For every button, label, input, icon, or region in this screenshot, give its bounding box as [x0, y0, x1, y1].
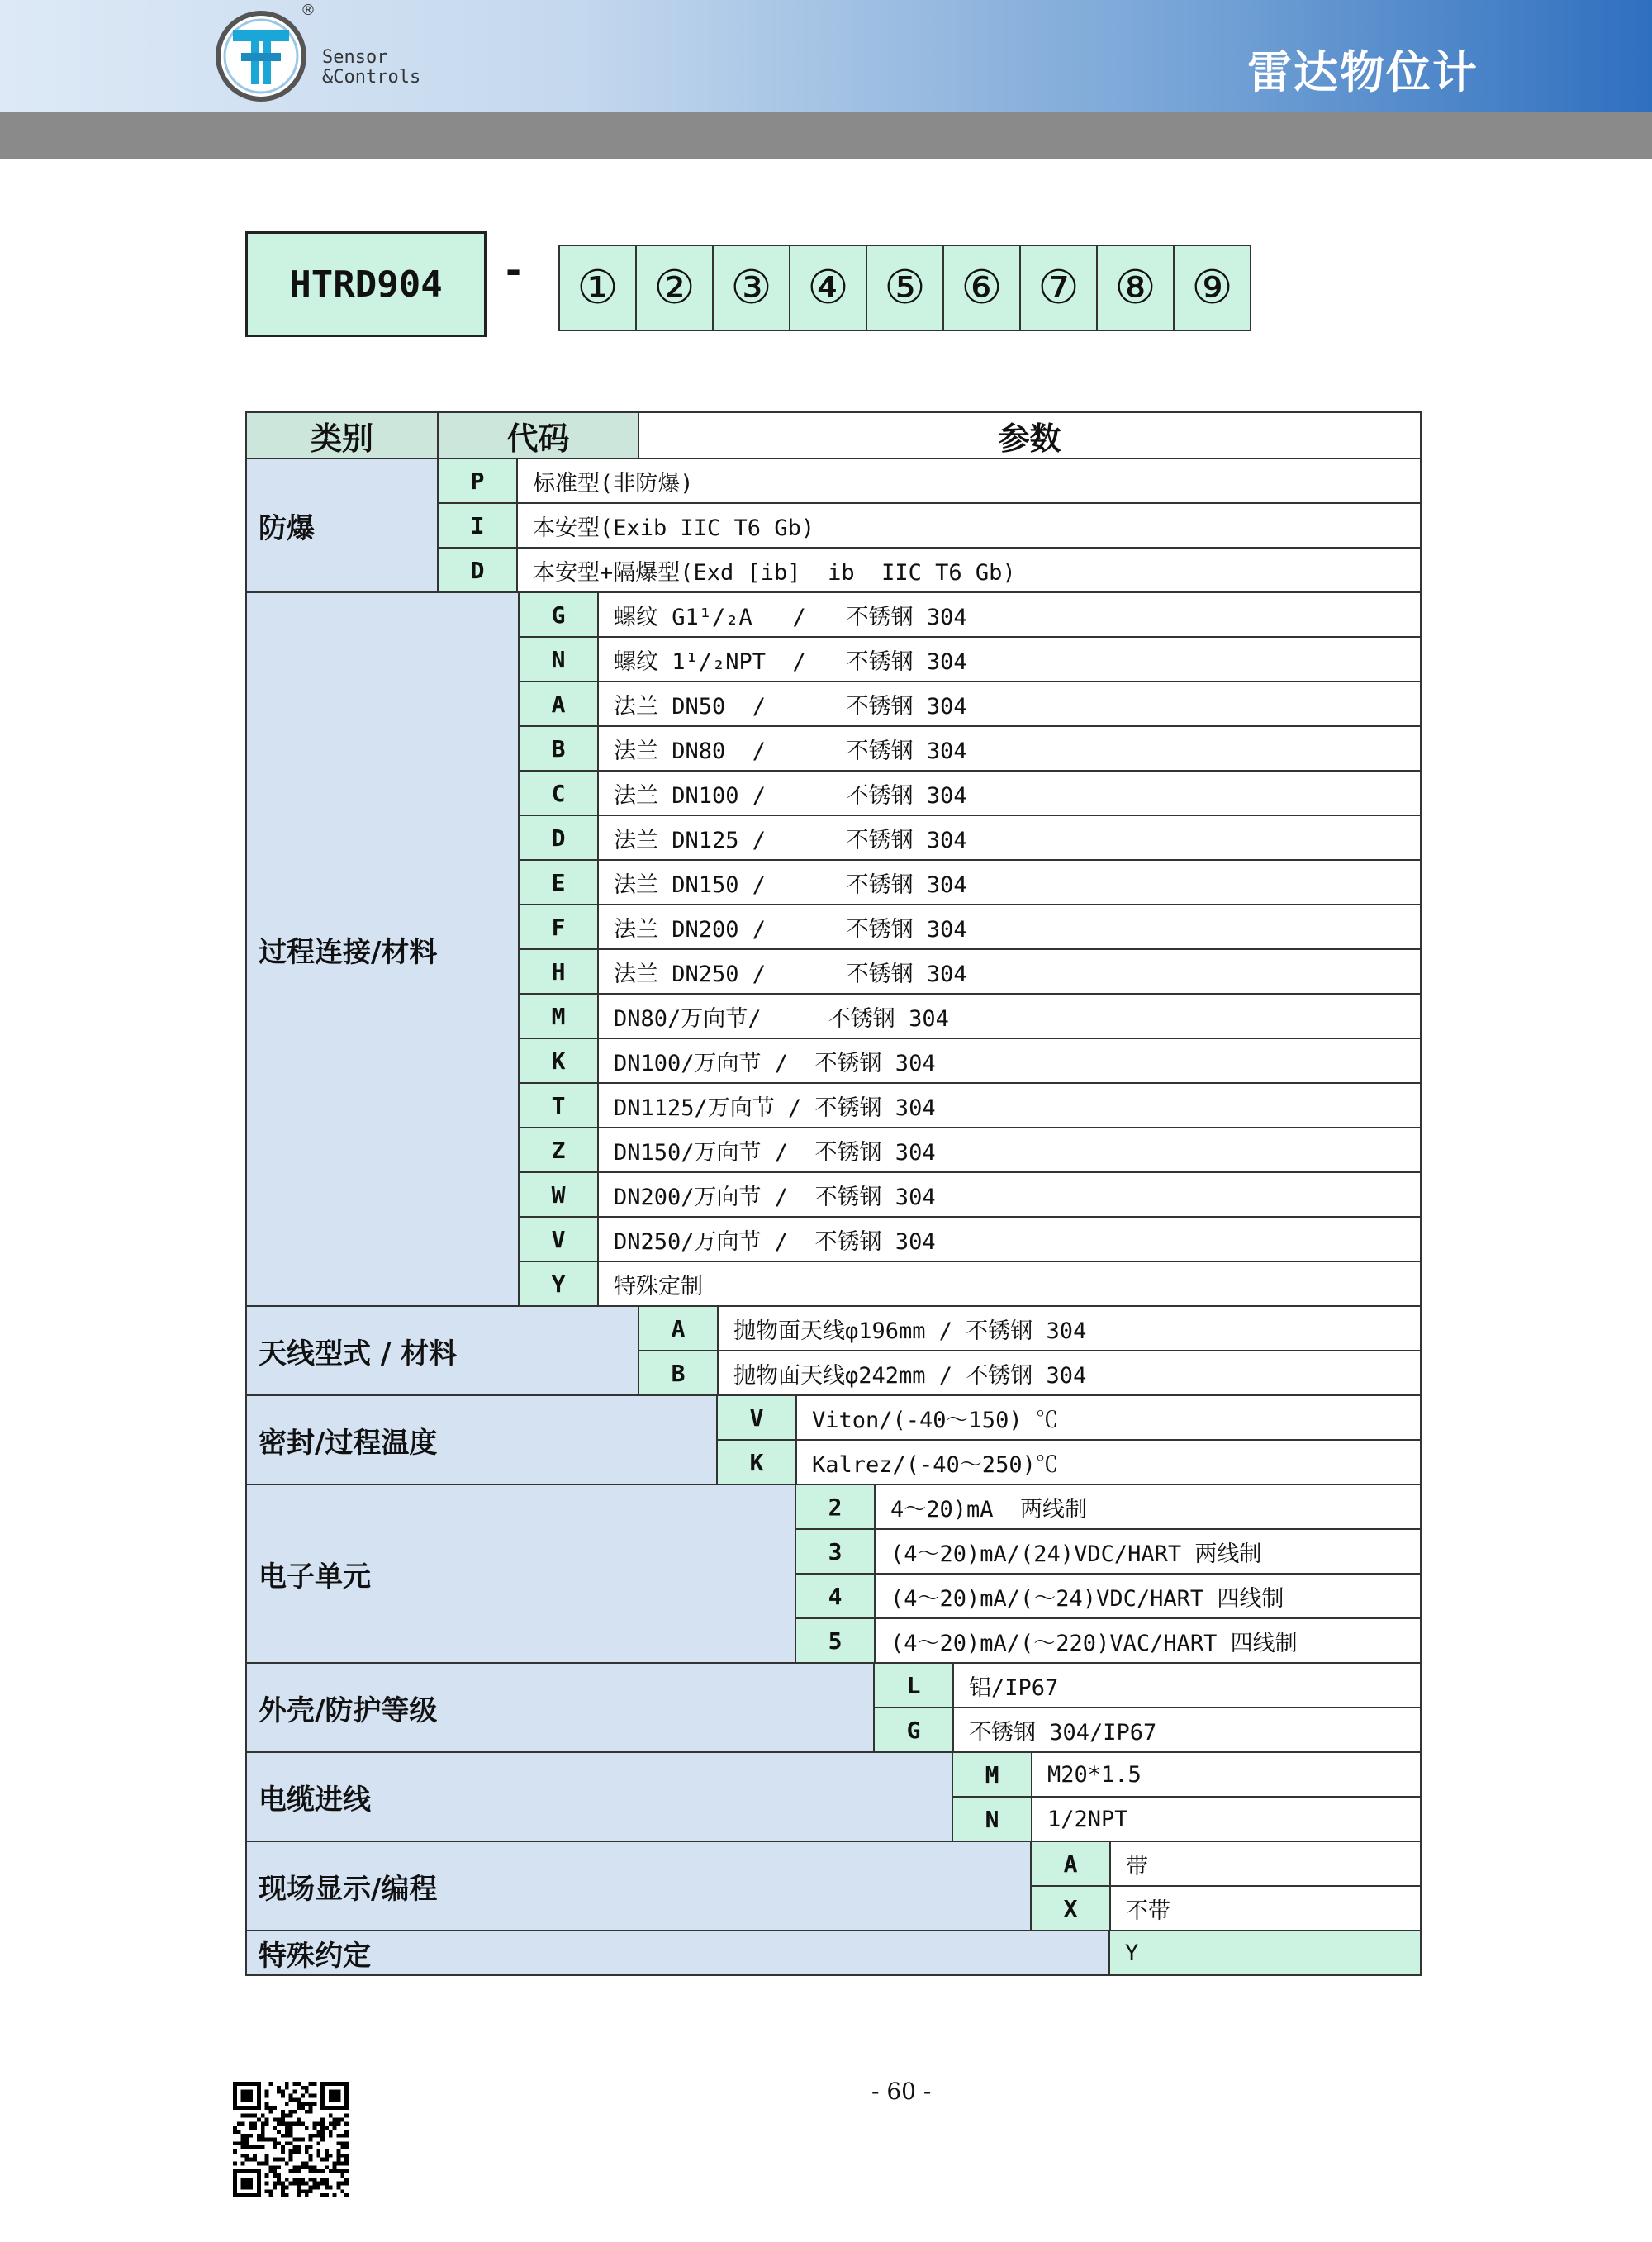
- param-cell: (4～20)mA/(24)VDC/HART 两线制: [874, 1528, 1422, 1575]
- category-4: 电子单元: [245, 1484, 796, 1664]
- code-cell: P: [437, 458, 518, 504]
- code-cell: N: [952, 1796, 1032, 1842]
- category-6: 电缆进线: [245, 1751, 953, 1842]
- code-cell: D: [518, 815, 599, 861]
- code-cell: C: [518, 770, 599, 816]
- code-position-8: ⑧: [1096, 245, 1175, 331]
- param-cell: M20*1.5: [1031, 1751, 1422, 1798]
- code-cell: Y: [518, 1261, 599, 1307]
- category-0: 防爆: [245, 458, 439, 593]
- param-cell: Viton/(-40～150) ℃: [795, 1394, 1422, 1441]
- category-3: 密封/过程温度: [245, 1394, 718, 1485]
- code-cell: G: [518, 591, 599, 638]
- code-position-7: ⑦: [1019, 245, 1098, 331]
- param-cell: 特殊定制: [597, 1261, 1422, 1307]
- param-cell: (4～20)mA/(～24)VDC/HART 四线制: [874, 1573, 1422, 1619]
- header-code: 代码: [437, 411, 639, 459]
- param-cell: Kalrez/(-40～250)℃: [795, 1439, 1422, 1485]
- code-cell: K: [518, 1038, 599, 1084]
- code-cell: D: [437, 547, 518, 593]
- model-name: HTRD904: [245, 231, 487, 337]
- model-dash: -: [506, 248, 522, 292]
- category-5: 外壳/防护等级: [245, 1662, 875, 1753]
- category-7: 现场显示/编程: [245, 1841, 1032, 1931]
- code-cell: V: [518, 1216, 599, 1262]
- param-cell: 不带: [1109, 1885, 1422, 1931]
- param-cell: 本安型+隔爆型(Exd [ib] ib IIC T6 Gb): [516, 547, 1422, 593]
- param-cell: 标准型(非防爆): [516, 458, 1422, 504]
- header-param: 参数: [638, 411, 1422, 459]
- code-cell: 5: [795, 1617, 876, 1664]
- param-cell: DN200/万向节 / 不锈钢 304: [597, 1171, 1422, 1218]
- code-cell: 3: [795, 1528, 876, 1575]
- param-cell: DN250/万向节 / 不锈钢 304: [597, 1216, 1422, 1262]
- param-cell: 1/2NPT: [1031, 1796, 1422, 1842]
- code-cell: 4: [795, 1573, 876, 1619]
- code-cell: 2: [795, 1484, 876, 1530]
- code-position-3: ③: [712, 245, 790, 331]
- code-cell: B: [518, 725, 599, 772]
- code-cell: M: [518, 993, 599, 1039]
- qr-code: [233, 2082, 349, 2197]
- param-cell: 法兰 DN100 / 不锈钢 304: [597, 770, 1422, 816]
- page-title: 雷达物位计: [1247, 46, 1479, 98]
- param-cell: 抛物面天线φ196mm / 不锈钢 304: [717, 1305, 1422, 1351]
- code-position-2: ②: [635, 245, 714, 331]
- code-position-6: ⑥: [942, 245, 1021, 331]
- code-cell: I: [437, 502, 518, 549]
- code-cell: H: [518, 948, 599, 995]
- page-number: - 60 -: [871, 2078, 932, 2105]
- registered-mark: ®: [301, 2, 316, 19]
- param-cell: 法兰 DN250 / 不锈钢 304: [597, 948, 1422, 995]
- header-category: 类别: [245, 411, 439, 459]
- code-position-4: ④: [789, 245, 867, 331]
- code-position-5: ⑤: [866, 245, 944, 331]
- code-cell: A: [518, 681, 599, 727]
- code-cell: Z: [518, 1127, 599, 1173]
- logo-text: Sensor &Controls: [322, 47, 421, 88]
- param-cell: DN80/万向节/ 不锈钢 304: [597, 993, 1422, 1039]
- category-8: 特殊约定: [245, 1930, 1110, 1976]
- code-cell: M: [952, 1751, 1032, 1798]
- param-cell: 法兰 DN150 / 不锈钢 304: [597, 859, 1422, 905]
- code-cell: A: [1030, 1841, 1111, 1887]
- code-cell: X: [1030, 1885, 1111, 1931]
- code-cell: G: [873, 1707, 954, 1753]
- category-1: 过程连接/材料: [245, 591, 520, 1307]
- param-cell: 4～20)mA 两线制: [874, 1484, 1422, 1530]
- param-cell: 法兰 DN200 / 不锈钢 304: [597, 904, 1422, 950]
- code-cell: A: [638, 1305, 719, 1351]
- code-cell: B: [638, 1350, 719, 1396]
- param-cell: 不锈钢 304/IP67: [952, 1707, 1422, 1753]
- category-2: 天线型式 / 材料: [245, 1305, 639, 1396]
- param-cell: 本安型(Exib IIC T6 Gb): [516, 502, 1422, 549]
- param-cell: Y: [1108, 1930, 1422, 1976]
- code-cell: L: [873, 1662, 954, 1708]
- code-position-9: ⑨: [1173, 245, 1251, 331]
- param-cell: 螺纹 G1¹/₂A / 不锈钢 304: [597, 591, 1422, 638]
- param-cell: DN100/万向节 / 不锈钢 304: [597, 1038, 1422, 1084]
- code-cell: V: [716, 1394, 797, 1441]
- header-band: [0, 112, 1652, 159]
- code-cell: E: [518, 859, 599, 905]
- param-cell: 抛物面天线φ242mm / 不锈钢 304: [717, 1350, 1422, 1396]
- param-cell: 铝/IP67: [952, 1662, 1422, 1708]
- param-cell: (4～20)mA/(～220)VAC/HART 四线制: [874, 1617, 1422, 1664]
- param-cell: 法兰 DN80 / 不锈钢 304: [597, 725, 1422, 772]
- company-logo: [215, 10, 307, 102]
- param-cell: 带: [1109, 1841, 1422, 1887]
- param-cell: 法兰 DN50 / 不锈钢 304: [597, 681, 1422, 727]
- param-cell: DN1125/万向节 / 不锈钢 304: [597, 1082, 1422, 1128]
- model-code-positions: [560, 245, 1251, 331]
- code-cell: K: [716, 1439, 797, 1485]
- param-cell: 法兰 DN125 / 不锈钢 304: [597, 815, 1422, 861]
- code-position-1: ①: [558, 245, 637, 331]
- code-cell: T: [518, 1082, 599, 1128]
- param-cell: 螺纹 1¹/₂NPT / 不锈钢 304: [597, 636, 1422, 682]
- code-cell: F: [518, 904, 599, 950]
- code-cell: W: [518, 1171, 599, 1218]
- selection-table: [245, 411, 1420, 1977]
- code-cell: N: [518, 636, 599, 682]
- param-cell: DN150/万向节 / 不锈钢 304: [597, 1127, 1422, 1173]
